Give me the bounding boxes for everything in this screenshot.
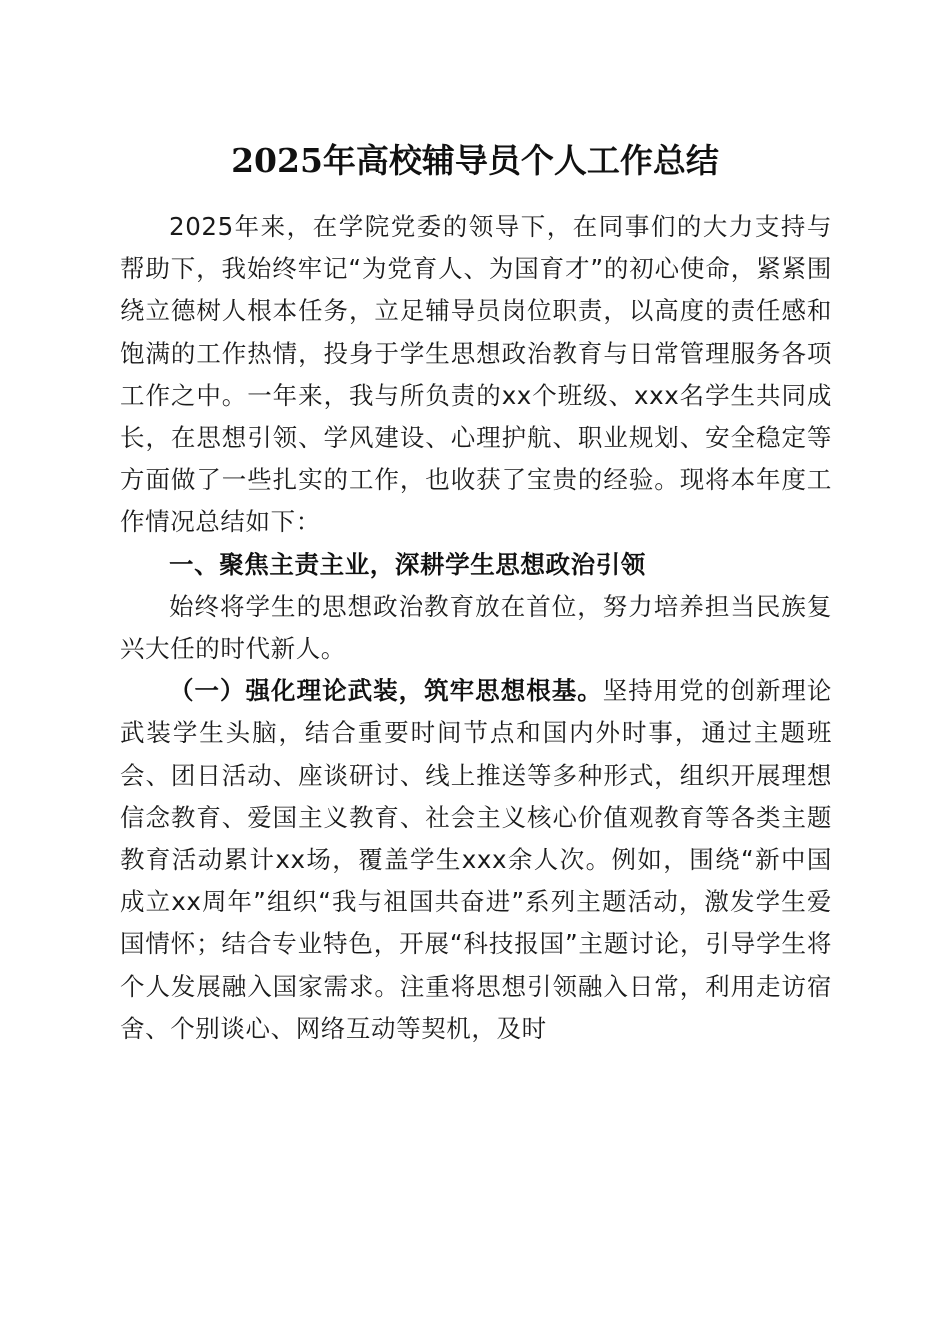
subsection-heading: （一）强化理论武装，筑牢思想根基。 [169,676,603,706]
intro-paragraph: 2025年来，在学院党委的领导下，在同事们的大力支持与帮助下，我始终牢记“为党育人、为国育才”的初心使命，紧紧围绕立德树人根本任务，立足辅导员岗位职责，以高度的责任感和饱满的工作热情，投身于学生思想政治教育与日常管理服务各项工作之中。一年来，我与所负责的xx个班级、xxx名学生共同成长，在思想引领、学风建设、心理护航、职业规划、安全稳定等方面做了一些扎实的工作，也收获了宝贵的经验。现将本年度工作情况总结如下： [120,212,832,537]
subsection-paragraph [120,670,832,1050]
document-title: 2025年高校辅导员个人工作总结 [231,141,719,180]
document-body [120,206,832,1050]
section-paragraph: 始终将学生的思想政治教育放在首位，努力培养担当民族复兴大任的时代新人。 [120,591,832,664]
subsection-text: 坚持用党的创新理论武装学生头脑，结合重要时间节点和国内外时事，通过主题班会、团日活动、座谈研讨、线上推送等多种形式，组织开展理想信念教育、爱国主义教育、社会主义核心价值观教育等各类主题教育活动累计xx场，覆盖学生xxx余人次。例如，围绕“新中国成立xx周年”组织“我与祖国共奋进”系列主题活动，激发学生爱国情怀；结合专业特色，开展“科技报国”主题讨论，引导学生将个人发展融入国家需求。注重将思想引领融入日常，利用走访宿舍、个别谈心、网络互动等契机，及时 [120,676,832,1043]
section-heading: 一、聚焦主责主业，深耕学生思想政治引领 [169,549,646,579]
